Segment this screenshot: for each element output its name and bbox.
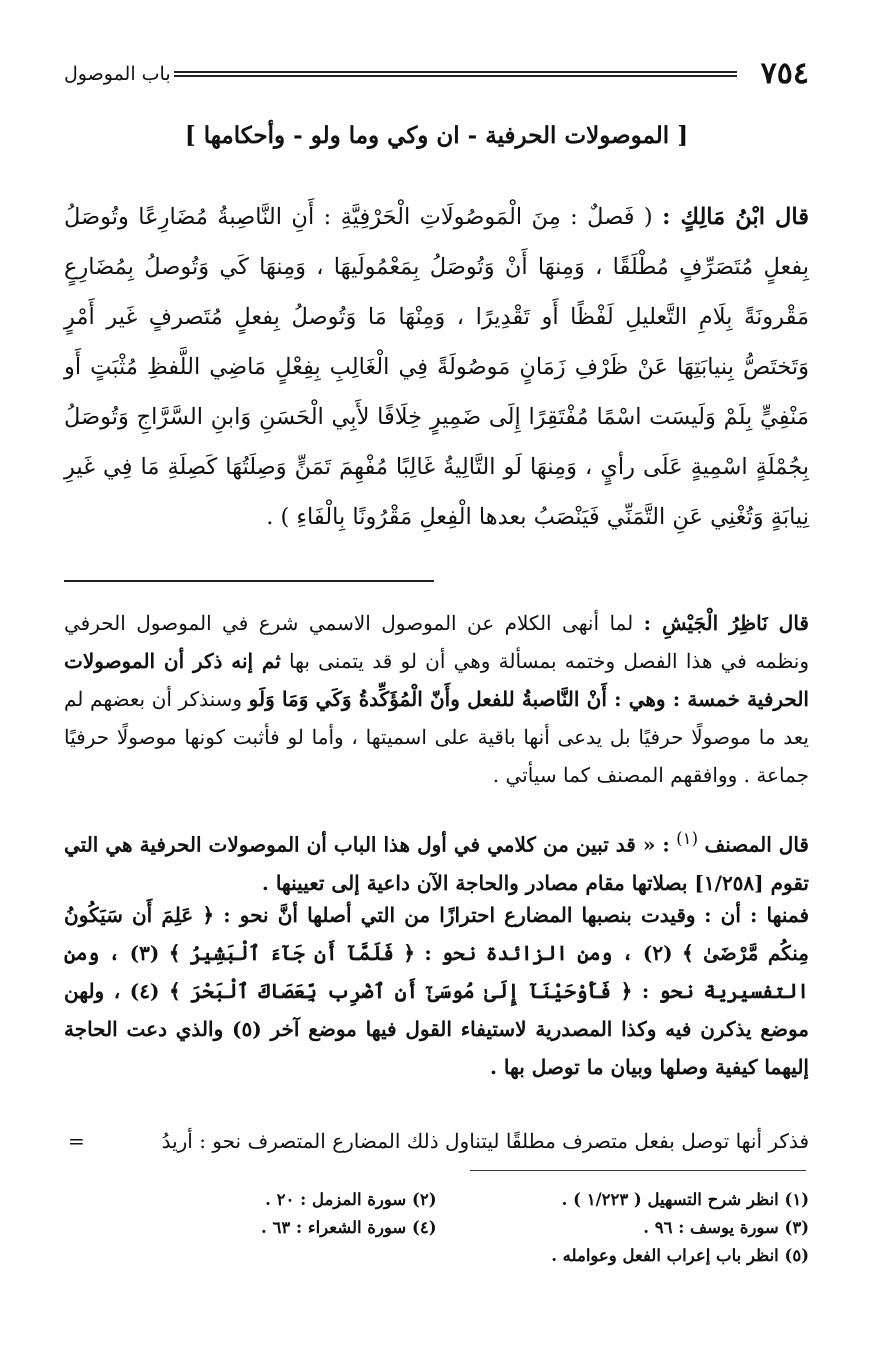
matn-speaker: قال ابْنُ مَالِكٍ : bbox=[662, 204, 809, 230]
sharh-paragraph-3 bbox=[64, 896, 809, 1086]
sharh-p1-text: لما أنهى الكلام عن الموصول الاسمي شرع في الموصول الحرفي ونظمه في هذا الفصل وختمه بمسألة وهي أن لو قد يتمنى بها bbox=[64, 611, 809, 673]
sharh-speaker: قال نَاظِرُ الْجَيْشِ : bbox=[643, 611, 809, 635]
page-number: ٧٥٤ bbox=[760, 56, 809, 91]
footnote-5: (٥) انظر باب إعراب الفعل وعوامله . bbox=[551, 1246, 809, 1265]
sharh-paragraph-2 bbox=[64, 820, 809, 902]
footnote-separator bbox=[470, 1170, 806, 1171]
matn-paragraph bbox=[64, 192, 809, 542]
footnotes bbox=[64, 1186, 809, 1270]
footnote-1: (١) انظر شرح التسهيل ( ١/٢٢٣ ) . bbox=[561, 1190, 809, 1209]
footnote-row bbox=[64, 1242, 809, 1270]
running-header bbox=[64, 56, 809, 92]
sharh-paragraph-1 bbox=[64, 604, 809, 794]
author-speaker: قال المصنف bbox=[704, 832, 809, 857]
continuation-mark: = bbox=[68, 1129, 85, 1153]
matn-text: ( فَصلٌ : مِنَ الْمَوصُولَاتِ الْحَرْفِيَّةِ : أَنِ النَّاصِبةُ مُضَارِعًا وتُوصَلُ بِفعلٍ مُتَصَرِّفٍ مُطْلَقًا ، وَمِنهَا أَنْ وَتُوصَلُ بِمَعْمُولَيهَا ، وَمِنهَا كَي وَتُوصلُ بِمُضَارِعٍ مَقْرونَةً بِلَامِ التَّعليلِ لَفْظًا أَو تَقْدِيرًا ، وَمِنْهَا مَا وَتُوصلُ بِفعلٍ مُتَصرفٍ غَير أَمْرٍ وَتَختَصُّ بِنيابَتِهَا عَنْ ظَرْفِ زَمَانٍ مَوصُولَةً فِي الْغَالِبِ بِفِعْلٍ مَاضِي اللَّفظِ مُثْبَتٍ أَو مَنْفِيٍّ بِلَمْ وَلَيسَت اسْمًا مُفْتَقِرًا إِلَى ضَمِيرٍ خِلَافًا لأَبِي الْحَسَنِ وَابنِ السَّرَّاجِ وَتُوصَلُ بِجُمْلَةٍ اسْمِيةٍ عَلَى رأيٍ ، وَمِنهَا لَو التَّالِيةُ غَالِبًا مُفْهِمَ تَمَنٍّ وَصِلَتُهَا كَصِلَةِ مَا فِي غَيرِ نِيابَةٍ وَتُغْنِي عَنِ التَّمَنِّي فَيَنْصَبُ بعدها الْفِعلِ مَقْرُونًا بِالْفَاءِ ) . bbox=[64, 204, 809, 530]
sharh-p3-text: وقيدت بنصبها المضارع احترازًا من التي أصلها أنَّ نحو : ﴿ عَلِمَ أَن سَيَكُونُ مِنكُم مَّرْضَىٰ ﴾ (٢) ، ومن الزائدة نحو : ﴿ فَلَمَّآ أَن جَآءَ ٱلْبَشِيرُ ﴾ (٣) ، ومن التفسيرية نحو : ﴿ فَأَوْحَيْنَآ إِلَىٰ مُوسَىٰٓ أَنِ ٱضْرِب بِّعَصَاكَ ٱلْبَحْرَ ﴾ (٤) ، ولهن موضع يذكرن فيه وكذا المصدرية لاستيفاء القول فيها موضع آخر (٥) والذي دعت الحاجة إليهما كيفية وصلها وبيان ما توصل بها . bbox=[64, 903, 810, 1079]
sharh-p1-tail: وسنذكر أن بعضهم لم يعد ما موصولًا حرفيًا بل يدعى أنها باقية على اسميتها ، وأما لو فأثبت كونها موصولًا حرفيًا جماعة . ووافقهم المصنف كما سيأتي . bbox=[64, 687, 809, 787]
running-title: باب الموصول bbox=[64, 63, 171, 85]
section-title: [ الموصولات الحرفية - ان وكي وما ولو - وأحكامها ] bbox=[184, 122, 689, 149]
matn-separator bbox=[64, 580, 434, 582]
footnote-4: (٤) سورة الشعراء : ٦٣ . bbox=[261, 1218, 437, 1237]
sharh-paragraph-4 bbox=[64, 1122, 809, 1160]
sharh-p3-lead: فمنها : أن : bbox=[704, 903, 810, 927]
sharh-p2-text: : « قد تبين من كلامي في أول هذا الباب أن الموصولات الحرفية هي التي تقوم [١/٢٥٨] بصلاتها مقام مصادر والحاجة الآن داعية إلى تعيينها . bbox=[64, 832, 809, 895]
sharh-p1-bold: ثم إنه ذكر أن الموصولات الحرفية خمسة : وهي : أَنْ النَّاصبةُ للفعل وأَنّ الْمُؤَكِّدةُ وَكَي وَمَا وَلَو bbox=[64, 649, 809, 711]
footnote-3: (٣) سورة يوسف : ٩٦ . bbox=[643, 1218, 809, 1237]
header-rule bbox=[174, 71, 737, 77]
footnote-2: (٢) سورة المزمل : ٢٠ . bbox=[265, 1190, 437, 1209]
footnote-empty bbox=[64, 1242, 437, 1270]
footnote-row bbox=[64, 1186, 809, 1214]
footnote-row bbox=[64, 1214, 809, 1242]
sharh-p4-text: فذكر أنها توصل بفعل متصرف مطلقًا ليتناول ذلك المضارع المتصرف نحو : أريدُ bbox=[161, 1129, 809, 1153]
footnote-ref-1: (١) bbox=[676, 829, 699, 848]
